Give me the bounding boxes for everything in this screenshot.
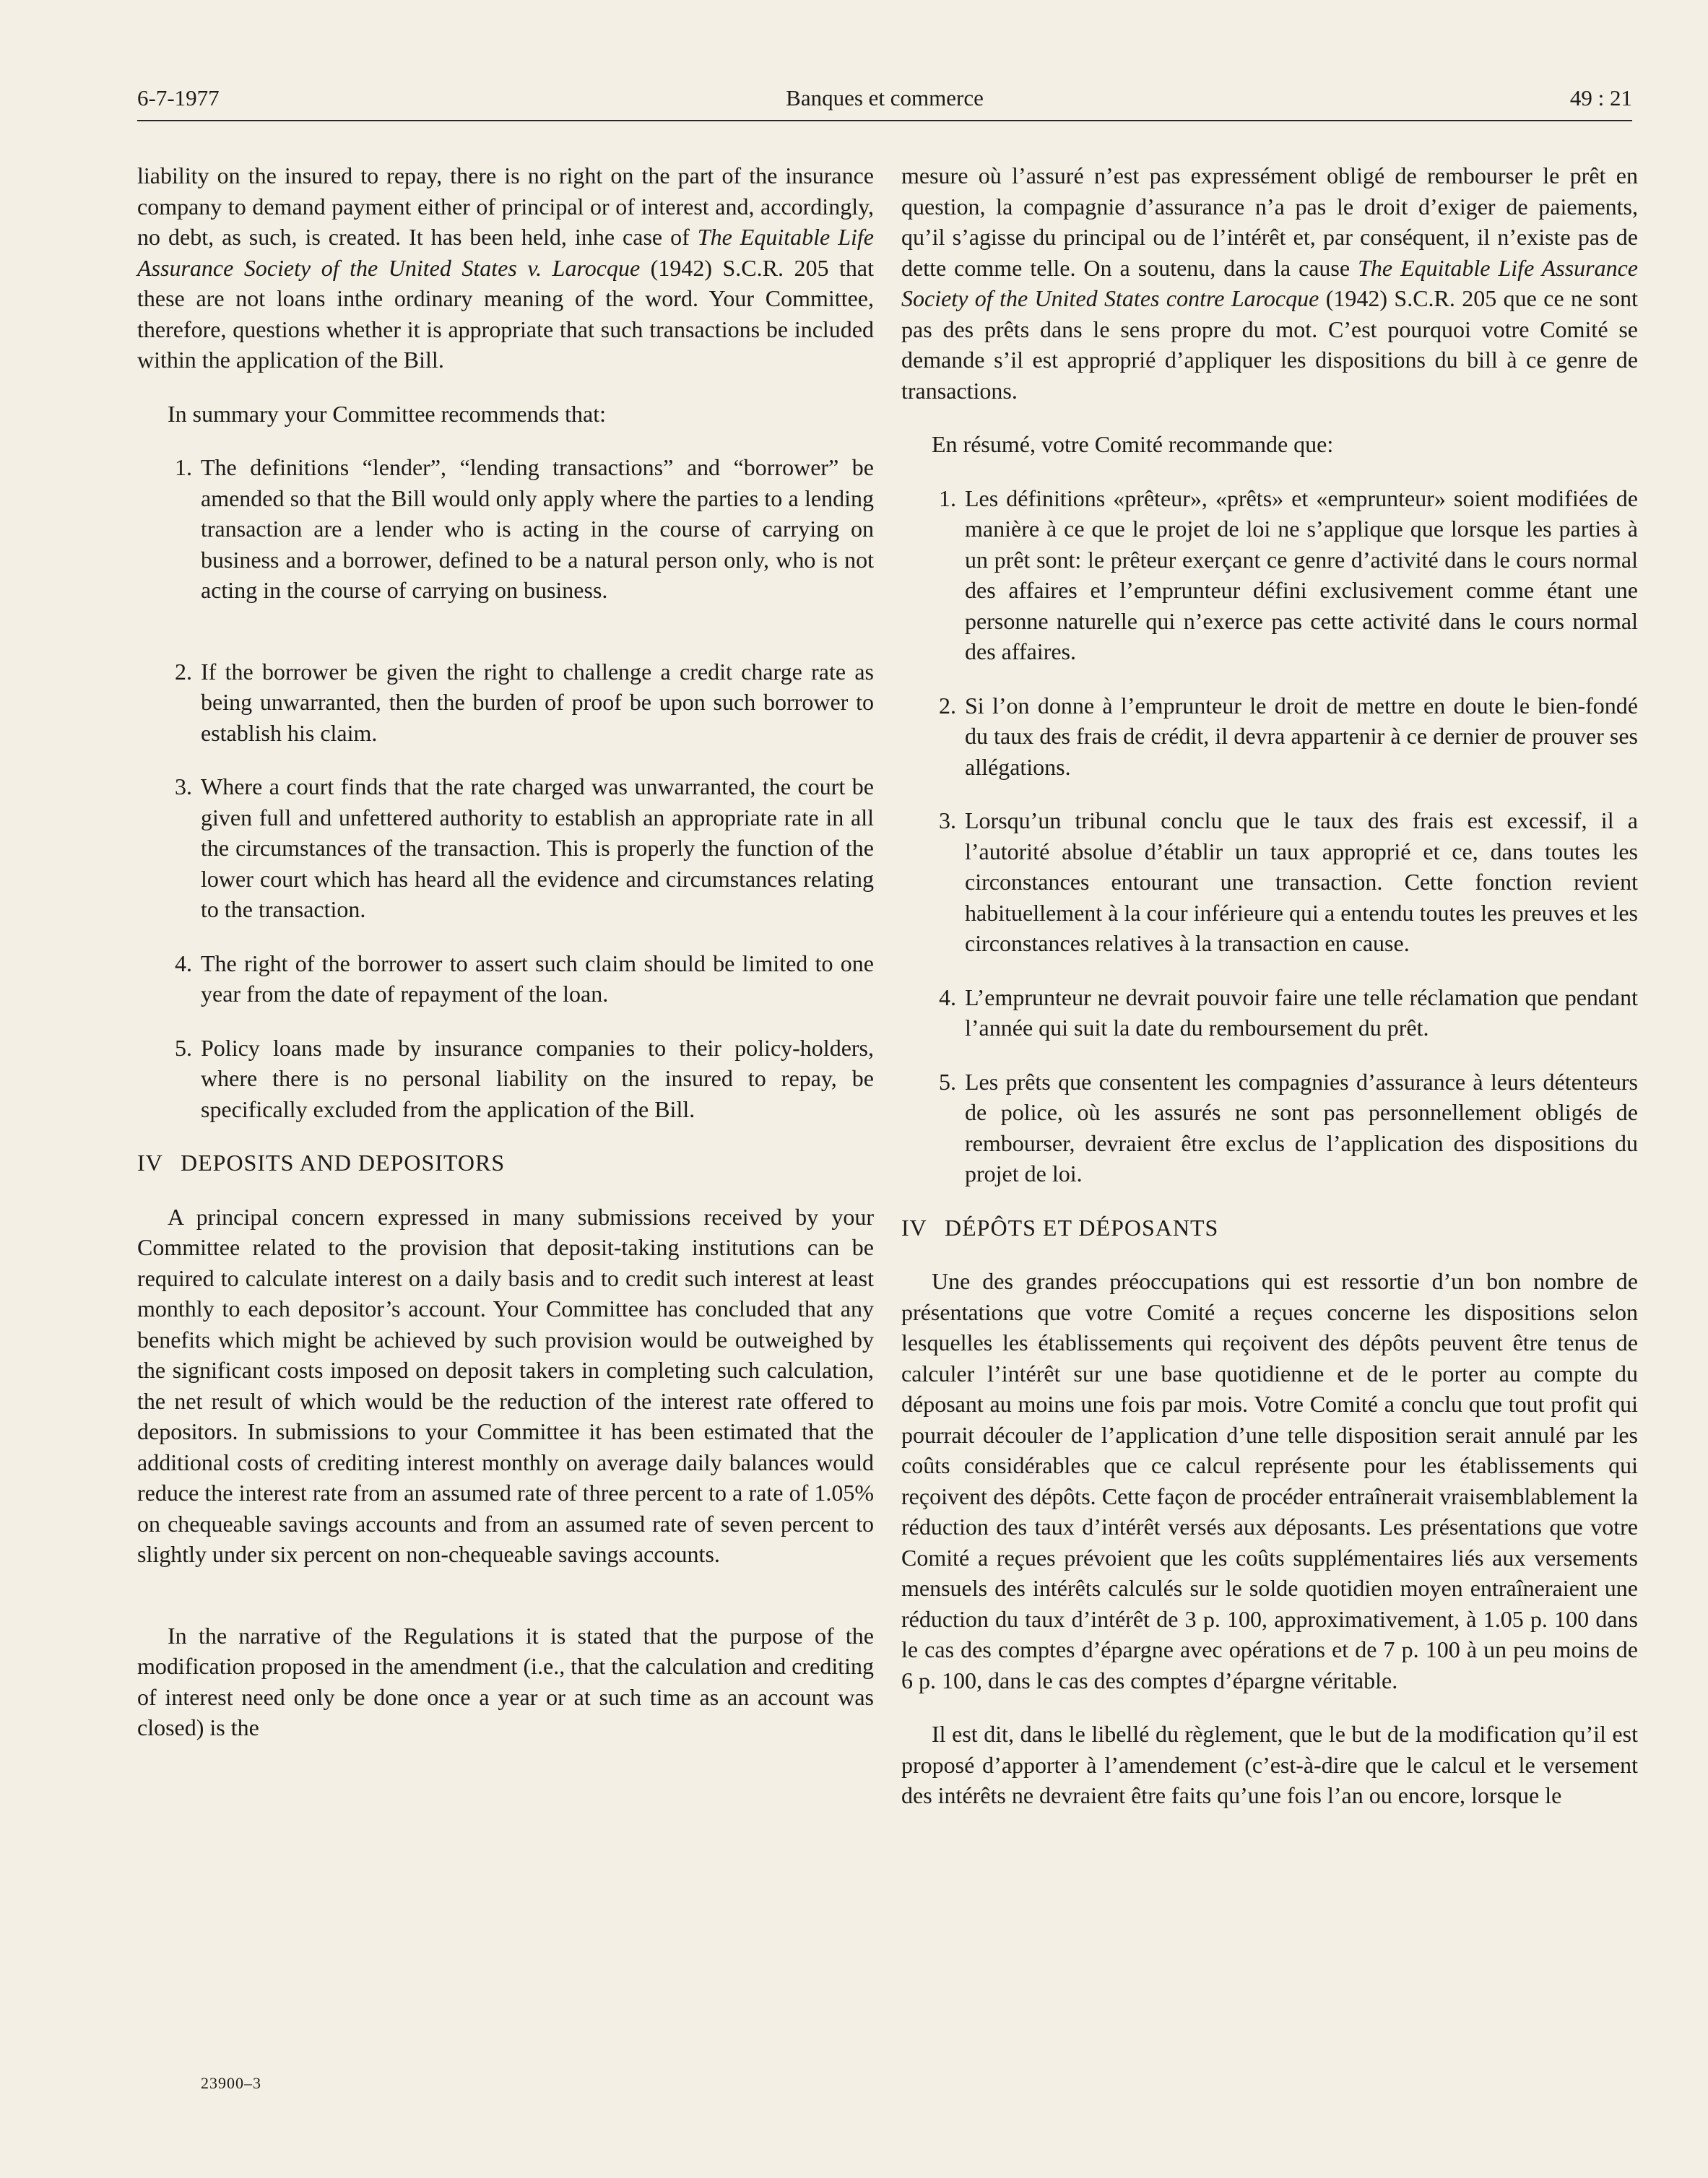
header-title: Banques et commerce <box>786 85 984 110</box>
print-code: 23900–3 <box>201 2074 261 2092</box>
recommendation-item: 5. Policy loans made by insurance companies to their policy-holders, where there is no personal liability on the insured to repay, be specifically excluded from the application of the Bill. <box>175 1034 874 1122</box>
recommendation-item: 4. The right of the borrower to assert such claim should be limited to one year from the date of repayment of the loan. <box>175 950 874 1007</box>
paragraph-deposits-fr: Une des grandes préoccupations qui est ressortie d’un bon nombre de présentations que votre Comité a reçues concerne les dispositions selon lesquelles les établissements qui reçoivent des dépôts peuvent être tenus de calculer l’intérêt sur une base quotidienne et de le porter au compte du déposant au moins une fois par mois. Votre Comité a conclu que tout profit qui pourrait découler de l’application d’une telle disposition serait annulé par les coûts considérables que ce calcul représente pour les établissements qui reçoivent des dépôts. Cette façon de procéder entraînerait vraisemblablement la réduction des taux d’intérêt versés aux déposants. Les présentations que votre Comité a reçues prévoient que les coûts supplémentaires liés aux versements mensuels des intérêts calculés sur le solde quotidien moyen entraîneraient une réduction du taux d’intérêt de 3 p. 100, approximativement, à 1.05 p. 100 dans le cas des comptes d’épargne avec opérations et de 7 p. 100 à un peu moins de 6 p. 100, dans le cas des comptes d’épargne véritable. <box>901 1268 1638 1693</box>
recommendation-item-fr: 3. Lorsqu’un tribunal conclu que le taux des frais est excessif, il a l’autorité absolue d’établir un taux approprié et ce, dans toutes les circonstances entourant une transaction. Cette fonction revient habituellement à la cour inférieure qui a entendu toutes les preuves et les circonstances relatives à la transaction en cause. <box>939 807 1638 956</box>
recommendation-item-fr: 4. L’emprunteur ne devrait pouvoir faire une telle réclamation que pendant l’année qui suit la date du remboursement du prêt. <box>939 984 1638 1041</box>
recommendation-item-fr: 5. Les prêts que consentent les compagnies d’assurance à leurs détenteurs de police, où les assurés ne sont pas personnellement obligés de rembourser, devraient être exclus de l’application des dispositions du projet de loi. <box>939 1068 1638 1186</box>
paragraph-policy-loans: liability on the insured to repay, there is no right on the part of the insurance company to demand payment either of principal or of interest and, accordingly, no debt, as such, is created. It has been held, inhe case of The Equitable Life Assurance Society of the United States v. Larocque (1942) S.C.R. 205 that these are not loans inthe ordinary meaning of the word. Your Committee, therefore, questions whether it is appropriate that such transactions be included within the application of the Bill. <box>137 162 875 373</box>
recommendation-item: 2. If the borrower be given the right to challenge a credit charge rate as being unwarranted, then the burden of proof be upon such borrower to establish his claim. <box>175 658 874 746</box>
section-heading-fr: IV DÉPÔTS ET DÉPOSANTS <box>901 1214 1219 1241</box>
header-date: 6-7-1977 <box>137 85 220 110</box>
recommendation-item-fr: 2. Si l’on donne à l’emprunteur le droit de mettre en doute le bien-fondé du taux des frais de crédit, il devra appartenir à ce dernier de prouver ses allégations. <box>939 692 1638 780</box>
case-citation-fr: The Equitable Life Assurance Society of the United States contre Larocque <box>901 254 1639 311</box>
recommendation-item: 1. The definitions “lender”, “lending transactions” and “borrower” be amended so that the Bill would only apply where the parties to a lending transaction are a lender who is acting in the course of carrying on business and a borrower, defined to be a natural person only, who is not acting in the course of carrying on business. <box>175 454 874 603</box>
paragraph-policy-loans-fr: mesure où l’assuré n’est pas expressément obligé de rembourser le prêt en question, la compagnie d’assurance n’a pas le droit d’exiger de paiements, qu’il s’agisse du principal ou de l’intérêt et, par conséquent, il n’existe pas de dette comme telle. On a soutenu, dans la cause The Equitable Life Assurance Society of the United States contre Larocque (1942) S.C.R. 205 que ce ne sont pas des prêts dans le sens propre du mot. C’est pourquoi votre Comité se demande s’il est approprié d’appliquer les dispositions du bill à ce genre de transactions. <box>901 162 1639 404</box>
paragraph-regulations-fr: Il est dit, dans le libellé du règlement, que le but de la modification qu’il est proposé d’apporter à l’amendement (c’est-à-dire que le calcul et le versement des intérêts ne devraient être faits qu’une fois l’an ou encore, lorsque le <box>901 1721 1638 1808</box>
section-heading: IV DEPOSITS AND DEPOSITORS <box>137 1150 506 1176</box>
english-column <box>137 160 874 1743</box>
paragraph-deposits: A principal concern expressed in many submissions received by your Committee related to the provision that deposit-taking institutions can be required to calculate interest on a daily basis and to credit such interest at least monthly to each depositor’s account. Your Committee has concluded that any benefits which might be achieved by such provision would be outweighed by the significant costs imposed on deposit takers in completing such calculation, the net result of which would be the reduction of the interest rate offered to depositors. In submissions to your Committee it has been estimated that the additional costs of crediting interest monthly on average daily balances would reduce the interest rate from an assumed rate of three percent to a rate of 1.05% on chequeable savings accounts and from an assumed rate of seven percent to slightly under six percent on non-chequeable savings accounts. <box>137 1203 874 1567</box>
recommendation-item-fr: 1. Les définitions «prêteur», «prêts» et «emprunteur» soient modifiées de manière à ce que le projet de loi ne s’applique que lorsque les parties à un prêt sont: le prêteur exerçant ce genre d’activité dans le cours normal des affaires et l’emprunteur défini exclusivement comme étant une personne naturelle qui n’exerce pas cette activité dans le cours normal des affaires. <box>939 485 1638 664</box>
recommendation-item: 3. Where a court finds that the rate charged was unwarranted, the court be given full and unfettered authority to establish an appropriate rate in all the circumstances of the transaction. This is properly the function of the lower court which has heard all the evidence and circumstances relating to the transaction. <box>175 773 874 922</box>
summary-intro: In summary your Committee recommends that: <box>168 400 606 427</box>
case-citation: The Equitable Life Assurance Society of the United States v. Larocque <box>137 224 875 281</box>
header-page-number: 49 : 21 <box>1569 85 1632 110</box>
paragraph-regulations: In the narrative of the Regulations it is stated that the purpose of the modification proposed in the amendment (i.e., that the calculation and crediting of interest need only be done once a year or at such time as an account was closed) is the <box>137 1622 874 1740</box>
summary-intro-fr: En résumé, votre Comité recommande que: <box>932 431 1334 457</box>
page-header <box>137 85 1632 121</box>
french-column <box>901 160 1638 1811</box>
